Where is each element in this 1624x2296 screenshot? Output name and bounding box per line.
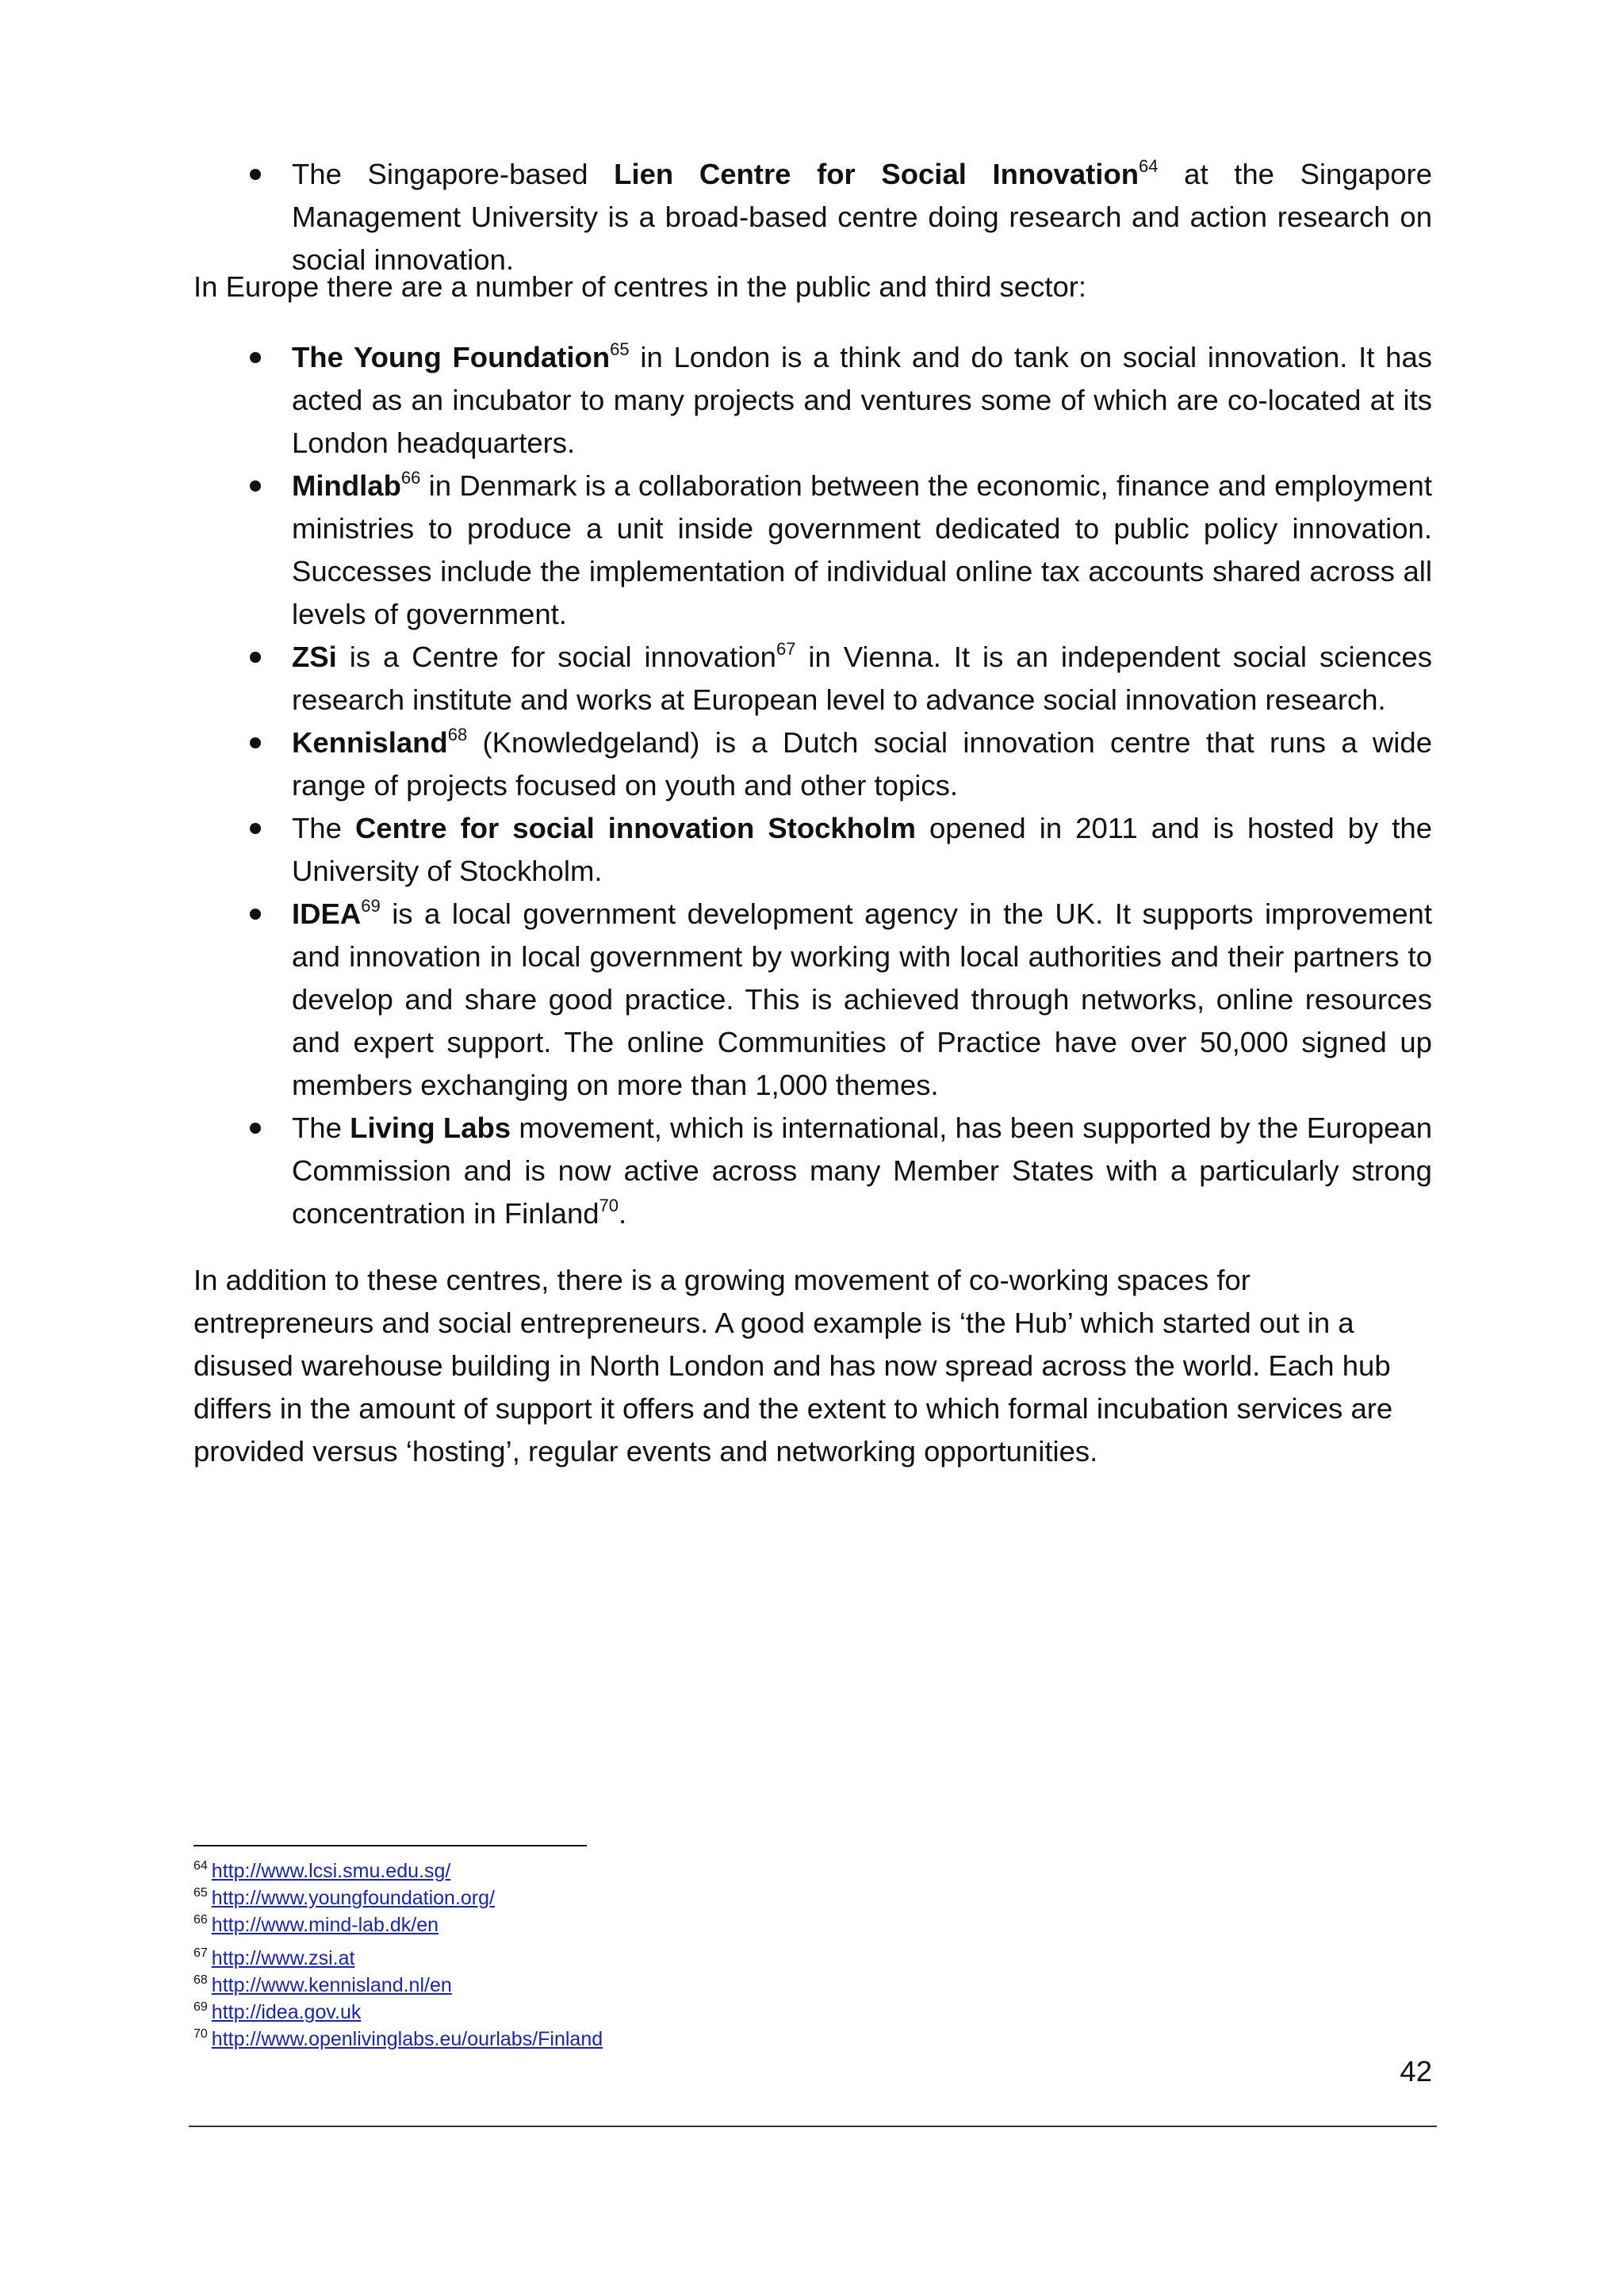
europe-section: [193, 336, 1432, 1235]
footnotes: [193, 1858, 603, 2053]
bullet-young-foundation: The Young Foundation$^{65}$ in London is a think and do tank on social innovation. It has acted as an incubator to many projects and ventures some of which are co-located at its London headquarters.: [193, 336, 1432, 465]
bullet-dot-icon: [250, 823, 261, 834]
bullet-stockholm: The Centre for social innovation Stockholm opened in 2011 and is hosted by the University of Stockholm.: [193, 807, 1432, 893]
europe-intro: In Europe there are a number of centres in the public and third sector:: [193, 270, 1087, 303]
footnote-link-66[interactable]: http://www.mind-lab.dk/en: [211, 1914, 439, 1936]
footnote-64: $^{64}$ http://www.lcsi.smu.edu.sg/: [193, 1859, 451, 1882]
footnote-link-70[interactable]: http://www.openlivinglabs.eu/ourlabs/Finland: [211, 2028, 603, 2050]
footnote-70: $^{70}$ http://www.openlivinglabs.eu/ourlabs/Finland: [193, 2027, 603, 2050]
footnote-ref-70[interactable]: 70: [599, 1196, 619, 1215]
bullet-dot-icon: [250, 169, 261, 180]
bullet-dot-icon: [250, 737, 261, 748]
org-name-mindlab: Mindlab: [292, 469, 401, 502]
bullet-dot-icon: [250, 1123, 261, 1134]
bullet-dot-icon: [250, 909, 261, 920]
europe-bullet-list: [193, 336, 1432, 1235]
org-name-young-foundation: The Young Foundation: [292, 341, 611, 373]
footnote-ref-64[interactable]: 64: [1139, 156, 1159, 176]
footnote-ref-67[interactable]: 67: [776, 639, 796, 659]
bullet-zsi: ZSi is a Centre for social innovation$^{67}$ in Vienna. It is an independent social sciences research institute and works at European level to advance social innovation research.: [193, 636, 1432, 721]
bullet-living-labs: The Living Labs movement, which is international, has been supported by the European Commission and is now active across many Member States with a particularly strong concentration in Finland$^{70}$.: [193, 1107, 1432, 1235]
footnote-68: $^{68}$ http://www.kennisland.nl/en: [193, 1973, 452, 1996]
footnote-69: $^{69}$ http://idea.gov.uk: [193, 2000, 362, 2023]
footnote-link-69[interactable]: http://idea.gov.uk: [211, 2001, 362, 2023]
footnote-separator: [193, 1845, 587, 1846]
footnote-link-64[interactable]: http://www.lcsi.smu.edu.sg/: [211, 1860, 451, 1882]
intro-bullet-list: [193, 153, 1432, 281]
bullet-lien-centre: The Singapore-based Lien Centre for Social Innovation$^{64}$ at the Singapore Management University is a broad-based centre doing research and action research on social innovation.: [193, 153, 1432, 281]
org-name-living-labs: Living Labs: [350, 1112, 511, 1144]
footnote-65: $^{65}$ http://www.youngfoundation.org/: [193, 1886, 495, 1909]
footnote-link-67[interactable]: http://www.zsi.at: [211, 1947, 355, 1969]
footnote-ref-66[interactable]: 66: [400, 468, 421, 488]
footnote-67: $^{67}$ http://www.zsi.at: [193, 1946, 355, 1969]
org-name-kennisland: Kennisland: [292, 726, 448, 759]
org-name-idea: IDEA: [292, 897, 362, 930]
closing-paragraph: In addition to these centres, there is a growing movement of co-working spaces for entrepreneurs and social entrepreneurs. A good example is ‘the Hub’ which started out in a disused warehouse building in North London and has now spread across the world. Each hub differs in the amount of support it offers and the extent to which formal incubation services are provided versus ‘hosting’, regular events and networking opportunities.: [193, 1264, 1393, 1468]
footnote-66: $^{66}$ http://www.mind-lab.dk/en: [193, 1913, 439, 1936]
bullet-mindlab: Mindlab$^{66}$ in Denmark is a collaboration between the economic, finance and employment ministries to produce a unit inside government dedicated to public policy innovation. Successes include the implementation of individual online tax accounts shared across all levels of government.: [193, 465, 1432, 636]
bullet-dot-icon: [250, 352, 261, 363]
page-number: 42: [1400, 2055, 1432, 2087]
footnote-ref-65[interactable]: 65: [610, 339, 630, 359]
bullet-kennisland: Kennisland$^{68}$ (Knowledgeland) is a Dutch social innovation centre that runs a wide range of projects focused on youth and other topics.: [193, 721, 1432, 807]
bullet-idea: IDEA$^{69}$ is a local government development agency in the UK. It supports improvement and innovation in local government by working with local authorities and their partners to develop and share good practice. This is achieved through networks, online resources and expert support. The online Communities of Practice have over 50,000 signed up members exchanging on more than 1,000 themes.: [193, 893, 1432, 1107]
org-name-lien-centre: Lien Centre for Social Innovation: [614, 158, 1139, 190]
bullet-dot-icon: [250, 480, 261, 492]
footer-rule: [189, 2126, 1437, 2127]
footnote-ref-68[interactable]: 68: [447, 725, 468, 744]
intro-section: [193, 153, 1432, 281]
footnote-link-68[interactable]: http://www.kennisland.nl/en: [211, 1974, 452, 1996]
org-name-stockholm: Centre for social innovation Stockholm: [354, 812, 916, 844]
footnote-ref-69[interactable]: 69: [361, 896, 381, 916]
footnote-link-65[interactable]: http://www.youngfoundation.org/: [211, 1887, 495, 1909]
org-name-zsi: ZSi: [292, 641, 337, 673]
bullet-dot-icon: [250, 652, 261, 663]
closing-section: [193, 1259, 1415, 1473]
